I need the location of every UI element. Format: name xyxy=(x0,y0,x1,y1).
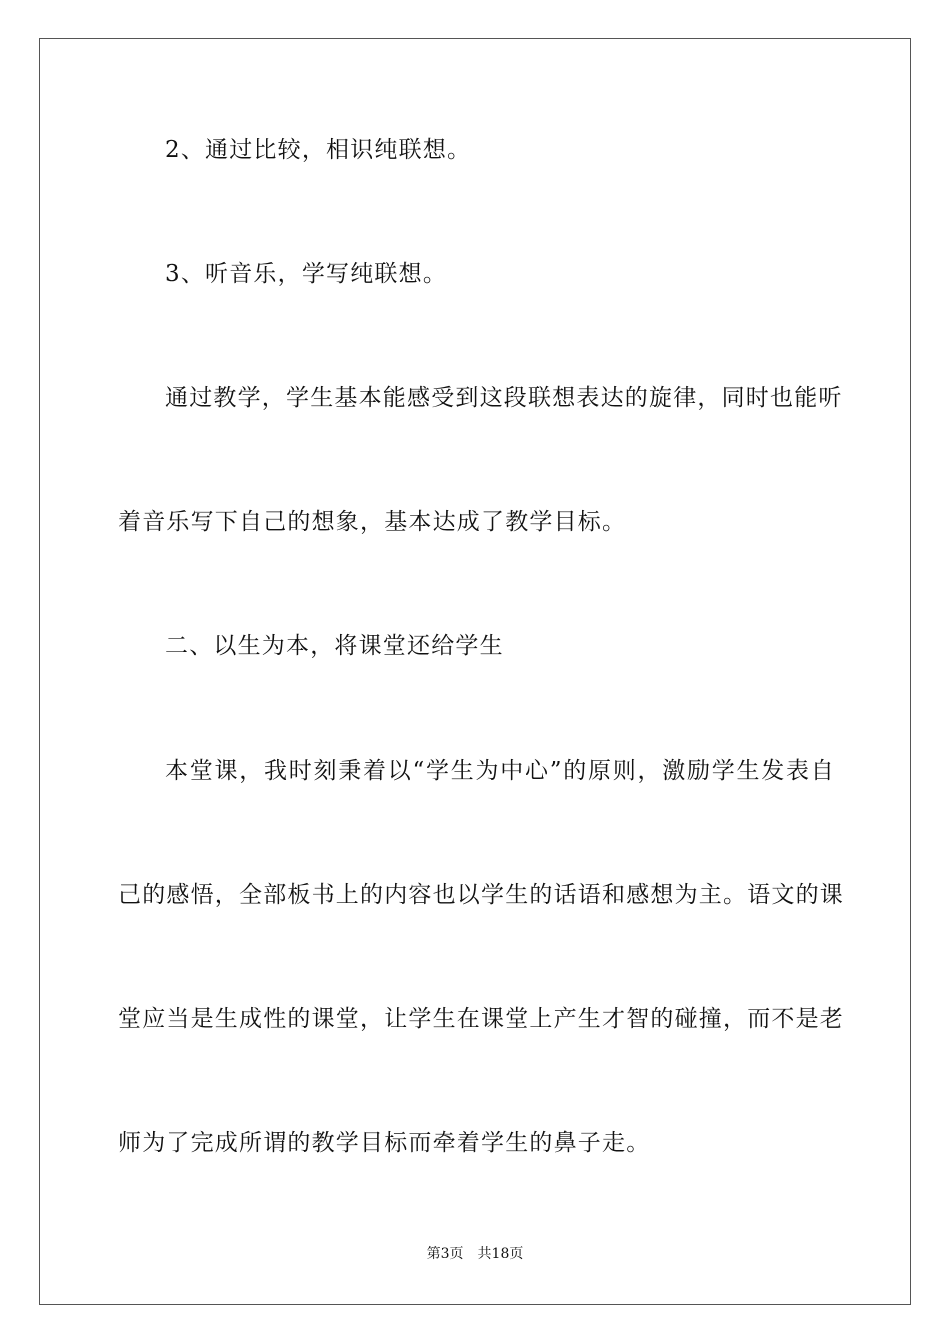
paragraph-line: 己的感悟，全部板书上的内容也以学生的话语和感想为主。语文的课 xyxy=(118,882,844,908)
page-total: 共18页 xyxy=(477,1246,524,1262)
page-frame xyxy=(39,38,911,1305)
paragraph-line: 堂应当是生成性的课堂，让学生在课堂上产生才智的碰撞，而不是老 xyxy=(118,1006,844,1032)
list-item-2: 2、通过比较，相识纯联想。 xyxy=(165,137,472,163)
page-footer xyxy=(0,1244,950,1264)
paragraph-line: 本堂课，我时刻秉着以“学生为中心”的原则，激励学生发表自 xyxy=(165,758,835,784)
page-number: 第3页 xyxy=(426,1246,464,1262)
paragraph-line: 师为了完成所谓的教学目标而牵着学生的鼻子走。 xyxy=(118,1130,651,1156)
paragraph-line: 通过教学，学生基本能感受到这段联想表达的旋律，同时也能听 xyxy=(165,385,843,411)
section-heading: 二、以生为本，将课堂还给学生 xyxy=(165,633,504,659)
paragraph-line: 着音乐写下自己的想象，基本达成了教学目标。 xyxy=(118,509,627,535)
list-item-3: 3、听音乐，学写纯联想。 xyxy=(165,261,448,287)
